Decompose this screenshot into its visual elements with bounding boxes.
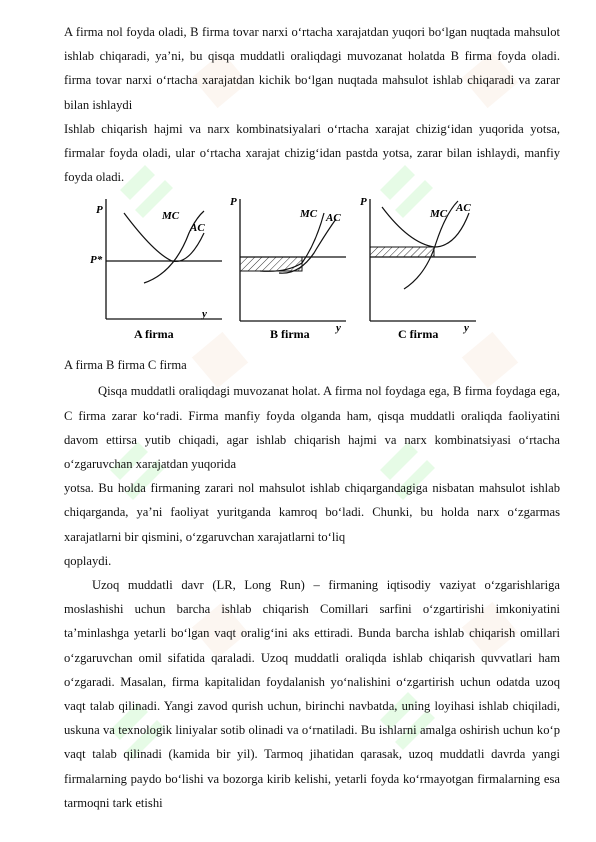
panel-a-label: A firma bbox=[134, 327, 174, 342]
panel-b bbox=[230, 196, 346, 341]
paragraph: Uzoq muddatli davr (LR, Long Run) – firmaning iqtisodiy vaziyat o‘zgarishlariga moslashishi uchun barcha ishlab chiqarish Comillari sarfini o‘zgartirishi imkoniyatini ta’minlashga yetarli bo‘lgan vaqt oralig‘ini aks ettiradi. Bunda barcha ishlab chiqarish omillari o‘zgaruvchan omil sifatida qaraladi. Uzoq muddatli oraliqda ishlab chiqarish quvvatlari ham o‘zgaradi. Masalan, firma kapitalidan foydalanish yo‘nalishini o‘zgartirish uchun odatda uzoq vaqt talab qilinadi. Yangi zavod qurish uchun, birinchi navbatda, uning loyihasi ishlab chiqiladi, uskuna va texnologik liniyalar sotib olinadi va o‘rnatiladi. Bu ishlarni amalga oshirish uchun ko‘p vaqt talab qilinadi (kamida bir yil). Tarmoq jihatidan qarasak, uzoq muddatli davrda yangi firmalarning paydo bo‘lishi va bozorga kirib kelishi, yetarli foyda ko‘rmayotgan firmalarning esa tarmoqni tark etishi bbox=[64, 578, 560, 810]
axis-p-label: P bbox=[360, 196, 367, 209]
panel-b-label: B firma bbox=[270, 327, 310, 342]
paragraph: Ishlab chiqarish hajmi va narx kombinatsiyalari o‘rtacha xarajat chizig‘idan yuqorida yotsa, firmalar foyda oladi, ular o‘rtacha xarajat chizig‘idan pastda yotsa, zarar bilan ishlaydi, manfiy foyda oladi. bbox=[64, 121, 560, 185]
mc-label: MC bbox=[430, 208, 448, 221]
cost-curves-figure bbox=[64, 193, 560, 349]
ac-label: AC bbox=[326, 212, 341, 225]
axis-y-label: y bbox=[336, 322, 341, 335]
page-content bbox=[64, 20, 560, 815]
axis-y-label: y bbox=[464, 322, 469, 335]
axis-p-label: P bbox=[96, 204, 103, 217]
panel-c bbox=[360, 196, 476, 341]
panel-a bbox=[90, 199, 222, 341]
figure-svg bbox=[64, 193, 560, 349]
panel-c-label: C firma bbox=[398, 327, 439, 342]
mc-label: MC bbox=[300, 208, 318, 221]
ac-label: AC bbox=[190, 222, 205, 235]
figure-caption: A firma B firma C firma bbox=[64, 358, 187, 373]
mc-label: MC bbox=[162, 210, 180, 223]
paragraph: A firma nol foyda oladi, B firma tovar narxi o‘rtacha xarajatdan yuqori bo‘lgan nuqtada mahsulot ishlab chiqaradi, ya’ni, bu qisqa muddatli oraliqdagi muvozanat holatda B firma foyda oladi. firma tovar narxi o‘rtacha xarajatdan kichik bo‘lgan nuqtada mahsulot ishlab chiqaradi va zarar bilan ishlaydi bbox=[64, 25, 560, 112]
axis-p-label: P bbox=[230, 196, 237, 209]
ac-label: AC bbox=[456, 202, 471, 215]
paragraph: Qisqa muddatli oraliqdagi muvozanat holat. A firma nol foydaga ega, B firma foydaga ega, C firma zarar ko‘radi. Firma manfiy foyda olganda ham, qisqa muddatli oraliqda faoliyatini davom ettirsa yutib chiqadi, agar ishlab chiqarish hajmi va narx kombinatsiyasi o‘rtacha o‘zgaruvchan xarajatdan yuqorida bbox=[64, 384, 560, 472]
axis-y-label: y bbox=[202, 308, 207, 321]
paragraph: yotsa. Bu holda firmaning zarari nol mahsulot ishlab chiqargandagiga nisbatan mahsulot ishlab chiqarganda, ya’ni faoliyat yuritganda kamroq bo‘ladi. Chunki, bu holda narx o‘zgarmas xarajatlarni bir qismini, o‘zgaruvchan xarajatlarni to‘liq bbox=[64, 481, 560, 544]
paragraph: qoplaydi. bbox=[64, 553, 112, 568]
axis-pstar-label: P* bbox=[90, 254, 103, 267]
